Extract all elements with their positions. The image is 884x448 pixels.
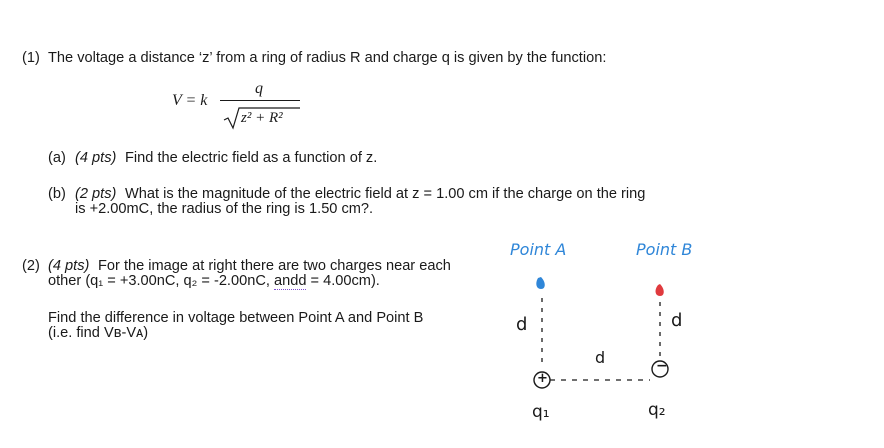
q1-number: (1): [22, 50, 40, 66]
d-left-label: d: [516, 314, 528, 335]
diagram-drawing: [500, 270, 700, 400]
q1a-points: (4 pts): [75, 150, 117, 166]
q2-text-line4: (i.e. find Vʙ-Vᴀ): [48, 325, 149, 341]
plus-symbol: +: [537, 371, 548, 386]
q1-charge-label: q₁: [532, 402, 550, 422]
d-right-label: d: [671, 310, 683, 331]
q1-prompt: The voltage a distance ‘z’ from a ring of radius R and charge q is given by the function:: [48, 50, 607, 66]
point-a-marker: [536, 277, 544, 289]
q1a-text: Find the electric field as a function of z.: [125, 150, 378, 166]
point-a-label: Point A: [510, 240, 567, 259]
formula-numerator: q: [255, 80, 263, 97]
q2-text-line2-prefix: other (q₁ = +3.00nC, q₂ = -2.00nC,: [48, 273, 274, 289]
q1b-text-line2: is +2.00mC, the radius of the ring is 1.50 cm?.: [75, 201, 374, 217]
q2-points: (4 pts): [48, 258, 90, 274]
q1a-label: (a): [48, 150, 66, 166]
minus-symbol: −: [656, 358, 668, 374]
q1b-label: (b): [48, 186, 66, 202]
q2-text-line2: [48, 273, 380, 290]
formula-denominator: z² + R²: [241, 110, 283, 126]
q2-charge-label: q₂: [648, 400, 666, 420]
q2-text-line3: Find the difference in voltage between Point A and Point B: [48, 310, 424, 326]
q2-number: (2): [22, 258, 40, 274]
d-bottom-label: d: [595, 348, 606, 367]
q2-text-line2-suffix: = 4.00cm).: [306, 273, 380, 289]
q1b-text-line1: What is the magnitude of the electric field at z = 1.00 cm if the charge on the ring: [125, 186, 646, 202]
q1b-points: (2 pts): [75, 186, 117, 202]
point-b-label: Point B: [636, 240, 693, 259]
point-b-marker: [656, 284, 664, 296]
formula-lhs: V = k: [172, 92, 208, 109]
q2-text-line2-underlined: andd: [273, 273, 307, 289]
q2-text-line1: For the image at right there are two charges near each: [98, 258, 451, 274]
fraction-bar: [220, 100, 300, 101]
